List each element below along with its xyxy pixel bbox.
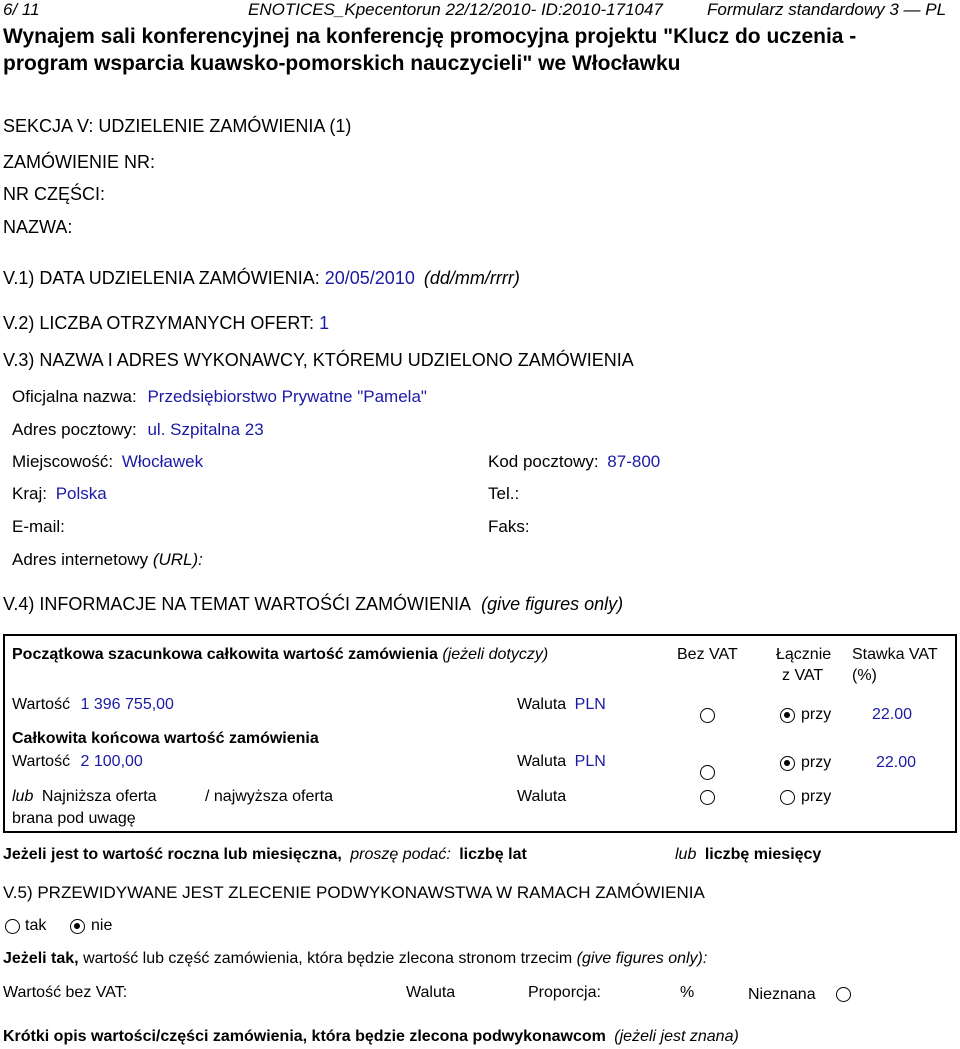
- row1-vat-rate: 22.00: [872, 706, 913, 723]
- unknown-label: Nieznana: [748, 986, 816, 1003]
- row3-considered: brana pod uwagę: [12, 810, 136, 827]
- row3-net-radio[interactable]: [700, 790, 715, 805]
- city-value: Włocławek: [121, 452, 204, 471]
- brief-description-row: [3, 1028, 739, 1046]
- section-heading: SEKCJA V: UDZIELENIE ZAMÓWIENIA (1): [3, 116, 352, 136]
- postcode-label: Kod pocztowy:: [488, 452, 599, 471]
- url-row: [12, 550, 203, 570]
- months-lub: lub: [675, 846, 697, 863]
- offers-row: [3, 313, 329, 334]
- subcontract-value-label: Wartość bez VAT:: [3, 984, 128, 1001]
- offers-value: 1: [319, 313, 330, 333]
- row3-currency-label: Waluta: [517, 788, 567, 805]
- address-label: Adres pocztowy:: [12, 420, 137, 439]
- city-row: [12, 452, 203, 472]
- row2-przy: przy: [801, 754, 832, 771]
- row3-gross-radio[interactable]: [780, 790, 795, 805]
- years-label: liczbę lat: [459, 846, 527, 863]
- document-title-line2: program wsparcia kuawsko-pomorskich nauczycieli" we Włocławku: [3, 52, 681, 75]
- form-type: Formularz standardowy 3 — PL: [707, 0, 947, 19]
- subcontract-heading: V.5) PRZEWIDYWANE JEST ZLECENIE PODWYKONAWSTWA W RAMACH ZAMÓWIENIA: [3, 883, 705, 902]
- country-value: Polska: [55, 484, 107, 503]
- fax-label: Faks:: [488, 517, 530, 536]
- row1-value-label: Wartość: [12, 696, 71, 713]
- subcontract-no-radio[interactable]: [70, 919, 85, 934]
- row2-gross-radio[interactable]: [780, 756, 795, 771]
- city-label: Miejscowość:: [12, 452, 114, 471]
- official-name-value: Przedsiębiorstwo Prywatne "Pamela": [147, 387, 427, 406]
- official-name-label: Oficjalna nazwa:: [12, 387, 137, 406]
- annual-row: [3, 846, 527, 864]
- url-label: Adres internetowy: [12, 550, 149, 569]
- final-value-heading: Całkowita końcowa wartość zamówienia: [12, 730, 319, 747]
- months-row: [675, 846, 821, 864]
- document-title-line1: Wynajem sali konferencyjnej na konferencję promocyjna projektu "Klucz do uczenia -: [3, 25, 857, 48]
- row3-highest-label: / najwyższa oferta: [205, 788, 334, 805]
- if-yes-text: wartość lub część zamówienia, która będzie zlecona stronom trzecim: [83, 950, 573, 967]
- row1-currency-value: PLN: [574, 696, 606, 713]
- row3-lowest-label: Najniższa oferta: [41, 788, 157, 805]
- row3-przy: przy: [801, 788, 832, 805]
- row3-lowest: [12, 788, 157, 806]
- row1-przy: przy: [801, 706, 832, 723]
- subcontract-if-yes: [3, 950, 707, 968]
- address-row: [12, 420, 264, 440]
- row1-net-radio[interactable]: [700, 708, 715, 723]
- row1-currency: [517, 696, 606, 714]
- initial-value-note: (jeżeli dotyczy): [442, 646, 549, 663]
- row2-value-label: Wartość: [12, 753, 71, 770]
- row2-net-radio[interactable]: [700, 765, 715, 780]
- value-heading-note: (give figures only): [481, 594, 624, 614]
- order-number-label: ZAMÓWIENIE NR:: [3, 152, 155, 172]
- subcontract-yes-label: tak: [25, 917, 47, 934]
- row2-value-amount: 2 100,00: [80, 753, 143, 770]
- value-heading-row: [3, 594, 623, 615]
- initial-value-heading: Początkowa szacunkowa całkowita wartość zamówienia: [12, 646, 438, 663]
- proportion-label: Proporcja:: [528, 984, 601, 1001]
- row2-currency-value: PLN: [574, 753, 606, 770]
- official-name-row: [12, 387, 427, 407]
- percent-sign: %: [680, 984, 695, 1001]
- row1-value: [12, 696, 174, 714]
- subcontract-currency-label: Waluta: [406, 984, 456, 1001]
- part-number-label: NR CZĘŚCI:: [3, 184, 106, 204]
- if-yes-bold: Jeżeli tak,: [3, 950, 79, 967]
- row2-currency-label: Waluta: [517, 753, 567, 770]
- brief-description-label: Krótki opis wartości/części zamówienia, która będzie zlecona podwykonawcom: [3, 1028, 606, 1045]
- name-label: NAZWA:: [3, 217, 73, 237]
- row3-lub: lub: [12, 788, 34, 805]
- url-suffix: (URL):: [152, 550, 203, 569]
- col-gross-line1: Łącznie: [776, 646, 832, 663]
- row1-gross-radio[interactable]: [780, 708, 795, 723]
- country-label: Kraj:: [12, 484, 47, 503]
- email-label: E-mail:: [12, 517, 65, 536]
- annual-label: Jeżeli jest to wartość roczna lub miesięczna,: [3, 846, 342, 863]
- col-net: Bez VAT: [677, 646, 738, 663]
- tel-label: Tel.:: [488, 484, 520, 503]
- subcontract-no-label: nie: [91, 917, 113, 934]
- award-date-label: V.1) DATA UDZIELENIA ZAMÓWIENIA:: [3, 268, 320, 288]
- row2-value: [12, 753, 143, 771]
- row1-currency-label: Waluta: [517, 696, 567, 713]
- award-date-format: (dd/mm/rrrr): [423, 268, 520, 288]
- unknown-radio[interactable]: [836, 987, 851, 1002]
- brief-description-note: (jeżeli jest znana): [614, 1028, 739, 1045]
- table-header-main: [12, 646, 548, 664]
- page-number: 6/ 11: [3, 0, 40, 19]
- country-row: [12, 484, 107, 504]
- postcode-value: 87-800: [607, 452, 661, 471]
- annual-please: proszę podać:: [350, 846, 451, 863]
- months-label: liczbę miesięcy: [704, 846, 822, 863]
- value-heading: V.4) INFORMACJE NA TEMAT WARTOŚĆI ZAMÓWIENIA: [3, 594, 471, 614]
- award-date-row: [3, 268, 520, 289]
- postcode-row: [488, 452, 660, 472]
- contractor-heading: V.3) NAZWA I ADRES WYKONAWCY, KTÓREMU UDZIELONO ZAMÓWIENIA: [3, 350, 634, 370]
- award-date-value: 20/05/2010: [324, 268, 415, 288]
- notice-id: ENOTICES_Kpecentorun 22/12/2010- ID:2010-171047: [248, 0, 663, 19]
- if-yes-note: (give figures only):: [576, 950, 708, 967]
- col-gross-line2: z VAT: [782, 667, 824, 684]
- row2-currency: [517, 753, 606, 771]
- col-rate-line1: Stawka VAT: [852, 646, 938, 663]
- row1-value-amount: 1 396 755,00: [80, 696, 174, 713]
- address-value: ul. Szpitalna 23: [147, 420, 264, 439]
- subcontract-yes-radio[interactable]: [5, 919, 20, 934]
- row2-vat-rate: 22.00: [876, 754, 917, 771]
- col-rate-line2: (%): [852, 667, 877, 684]
- offers-label: V.2) LICZBA OTRZYMANYCH OFERT:: [3, 313, 315, 333]
